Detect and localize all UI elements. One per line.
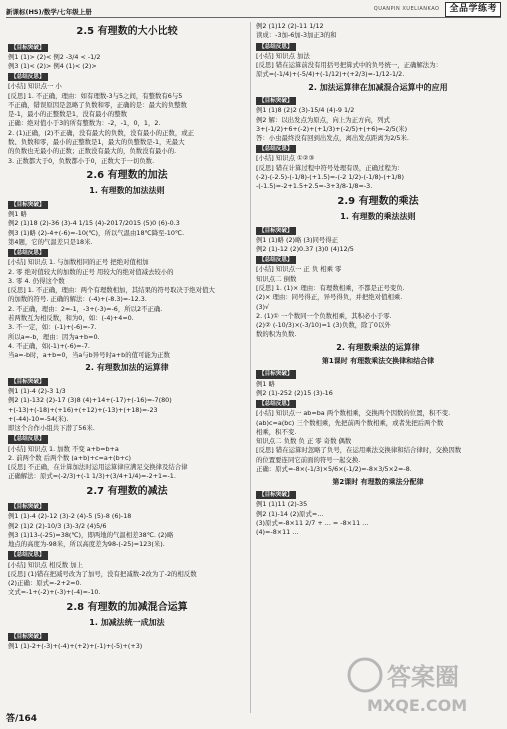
section-title: 2.7 有理数的减法 bbox=[86, 485, 168, 497]
section-tag: 【总结反思】 bbox=[256, 256, 296, 264]
tag-row bbox=[256, 254, 500, 265]
answer-line: 2. 不正确，理由：2=-1，-3+(-3)=-6，所以2不正确. bbox=[8, 304, 163, 313]
answer-line: [反思] 错在运算前没有用括号把算式中的负号统一，正确解法为： bbox=[256, 60, 442, 69]
tag-row bbox=[8, 42, 246, 53]
answer-line: 第4题，它的气温差只是18米. bbox=[8, 237, 93, 246]
answer-line: 正确：原式=-8×(-1/3)×5/6×(-1/2)=-8×3/5×2=-8. bbox=[256, 464, 412, 473]
answer-line: [小结] 知识点 1. 与加数相同的正号 把绝对值相加 bbox=[8, 258, 149, 267]
answer-line: +(-13)+(-18)+(+16)+(+12)+(-13)+(+18)=-23 bbox=[8, 405, 158, 414]
answer-line: 所以a=-b，理由：因为a+b=0. bbox=[8, 332, 100, 341]
answer-line: 例2 解：以出发点为原点，向上为正方向，列式 bbox=[256, 115, 390, 124]
tag-row bbox=[8, 501, 246, 512]
answer-line: 例2 (1)18 (2)-36 (3)-4 1/15 (4)-2017/2015 (5)0 (6)-0.3 bbox=[8, 219, 180, 228]
answer-line: (4)=-8×11 ... bbox=[256, 528, 299, 537]
answer-line: [小结] 知识点一 正 负 相乘 零 bbox=[256, 265, 342, 274]
answer-line: (3)√ bbox=[256, 302, 270, 311]
section-tag: 【目标突破】 bbox=[256, 227, 296, 235]
watermark-ring bbox=[349, 659, 381, 691]
answer-line: 2. (1)正确，(2)不正确，没有最大的负数，没有最小的正数，或正 bbox=[8, 128, 194, 137]
answer-line: (ab)c=a(bc) 三个数相乘，先把前两个数相乘，或者先把后两个数 bbox=[256, 418, 444, 427]
answer-line: 3. 正数都大于0，负数都小于0，正数大于一切负数. bbox=[8, 156, 155, 165]
answer-line: [小结] 知识点一 小 bbox=[8, 82, 62, 91]
answer-line: 例1 (1)-2+(-3)+(-4)+(+2)+(-1)+(-5)+(+3) bbox=[8, 641, 143, 650]
answer-line: 知识点二 倒数 bbox=[256, 274, 297, 283]
lesson-title: 第1课时 有理数乘法交换律和结合律 bbox=[321, 357, 435, 366]
answer-line: 2. (1)① 一个数同一个负数相乘，其积必小于零. bbox=[256, 311, 392, 320]
section-tag: 【总结反思】 bbox=[8, 435, 48, 443]
answer-line: [小结] 知识点 相反数 加上 bbox=[8, 560, 83, 569]
answer-line: 的加数的符号. 正确的解法：(-4)+(-8.3)=-12.3. bbox=[8, 295, 147, 304]
left-column bbox=[8, 22, 246, 713]
answer-line: (2)正确：原式=-2+2=0. bbox=[8, 579, 82, 588]
answer-line: 例3 (1)略 (2)-4+(-6)=-10(℃)，所以气温由18℃降至-10℃. bbox=[8, 228, 185, 237]
section-tag: 【目标突破】 bbox=[256, 370, 296, 378]
answer-line: 例1 (1)-4 (2)-3 1/3 bbox=[8, 387, 66, 396]
header-series: QUANPIN XUELIANKAO bbox=[373, 5, 440, 12]
answer-line: 地点的高度为-98米，所以高度差为98-(-25)=123(米). bbox=[8, 540, 165, 549]
subsection-title: 1. 有理数的乘法法则 bbox=[340, 212, 416, 222]
tag-row bbox=[8, 631, 246, 642]
section-tag: 【目标突破】 bbox=[8, 378, 48, 386]
answer-line: 例1 (1)-4 (2)-12 (3)-2 (4)-5 (5)-8 (6)-18 bbox=[8, 512, 132, 521]
section-title: 2.6 有理数的加法 bbox=[86, 169, 168, 181]
column-divider bbox=[250, 22, 251, 713]
header-brand: 全品学练考 bbox=[445, 2, 501, 17]
tag-row bbox=[8, 549, 246, 560]
answer-line: 例2 (1)-252 (2)15 (3)-16 bbox=[256, 388, 333, 397]
answer-line: (2)② (-10/3)×(-3/10)=1 (3)负数，除了0以外 bbox=[256, 321, 391, 330]
answer-line: 例1 略 bbox=[256, 379, 275, 388]
section-tag: 【目标突破】 bbox=[8, 503, 48, 511]
answer-line: 3+(-1/2)+6+(-2)+(+1/3)+(-2/5)+(+6)=-2/5(米) bbox=[256, 124, 408, 133]
answer-line: 例2 (1)-14 (2)原式=... bbox=[256, 509, 324, 518]
answer-line: [小结] 知识点 1. 加数 不变 a+b=b+a bbox=[8, 444, 119, 453]
tag-row bbox=[256, 368, 500, 379]
section-tag: 【总结反思】 bbox=[8, 73, 48, 81]
answer-line: 例1 (1)> (2)< 例2 -3/4 < -1/2 bbox=[8, 52, 101, 61]
page-header bbox=[6, 3, 501, 18]
answer-line: 正确：绝对值小于3的所有整数为：-2，-1，0，1，2. bbox=[8, 119, 161, 128]
section-tag: 【总结反思】 bbox=[256, 43, 296, 51]
answer-line: 例2 (1)-132 (2)-17 (3)8 (4)+14+(-17)+(-16)=-7(80) bbox=[8, 396, 172, 405]
page-number: 答/164 bbox=[6, 713, 38, 724]
answer-line: 例3 (1)< (2)> 例4 (1)< (2)> bbox=[8, 61, 97, 70]
answer-line: (3)原式=-8×11 2/7 + ... = -8×11 ... bbox=[256, 519, 369, 527]
answer-line: 例2 (1)-12 (2)0.37 (3)0 (4)12/5 bbox=[256, 245, 354, 254]
subsection-title: 2. 有理数加法的运算律 bbox=[85, 363, 169, 373]
answer-line: 数、负数和零，最小的正整数是1，最大的负整数是-1，无最大 bbox=[8, 137, 185, 146]
answer-line: 例2 (1)2 (2)-10/3 (3)-3/2 (4)5/6 bbox=[8, 521, 107, 530]
answer-line: (2)× 理由：同号得正，异号得负，并把绝对值相乘. bbox=[256, 293, 403, 302]
tag-row bbox=[256, 143, 500, 154]
answer-line: 即这个合作小组共下潜了56米. bbox=[8, 424, 95, 433]
tag-row bbox=[8, 71, 246, 82]
answer-line: 3. 零 4. 仍得这个数 bbox=[8, 276, 65, 285]
answer-line: 正确解法：原式=(-2/3)+(-1 1/3)+(3/4+1/4)=-2+1=-1. bbox=[8, 472, 176, 481]
answer-line: [小结] 知识点一 ab=ba 两个数相乘，交换两个因数的位置，积不变. bbox=[256, 409, 451, 418]
section-tag: 【目标突破】 bbox=[256, 491, 296, 499]
watermark-logo bbox=[343, 649, 493, 719]
answer-line: 若两数互为相反数，和为0，如：(-4)+4=0. bbox=[8, 313, 134, 322]
answer-line: +(-44)-10=-54(米). bbox=[8, 414, 69, 423]
section-tag: 【目标突破】 bbox=[8, 201, 48, 209]
answer-line: [反思] 1. 不正确，理由：如有理数-3与5之间，有整数有6与5 bbox=[8, 91, 183, 100]
tag-row bbox=[256, 225, 500, 236]
section-title: 2.8 有理数的加减混合运算 bbox=[66, 601, 188, 613]
watermark-subtext: MXQE.COM bbox=[367, 696, 468, 715]
section-title: 2.5 有理数的大小比较 bbox=[76, 26, 178, 37]
section-tag: 【目标突破】 bbox=[8, 633, 48, 641]
answer-line: 例2 (1)12 (2)-11 1/12 bbox=[256, 22, 324, 30]
lesson-title: 第2课时 有理数的乘法分配律 bbox=[332, 478, 424, 487]
answer-line: 2. 前两个数 后两个数 (a+b)+c=a+(b+c) bbox=[8, 453, 132, 462]
answer-line: [反思] 不正确，在计算加法时运用运算律应满足交换律及结合律 bbox=[8, 463, 188, 472]
answer-line: 4. 不正确，如(-1)+(-6)=-7. bbox=[8, 341, 90, 350]
tag-row bbox=[8, 433, 246, 444]
subsection-title: 1. 有理数的加法法则 bbox=[89, 186, 165, 196]
answer-line: [反思] 错在运算时忽略了负号，在运用乘法交换律和结合律时，交换因数 bbox=[256, 446, 462, 455]
answer-line: [反思] 错在计算过程中符号处理有误，正确过程为： bbox=[256, 163, 404, 172]
subsection-title: 2. 有理数乘法的运算律 bbox=[336, 342, 420, 352]
tag-row bbox=[256, 398, 500, 409]
section-tag: 【目标突破】 bbox=[8, 44, 48, 52]
answer-line: [反思] 1. 不正确，理由：两个有理数相加，其结果的符号取决于绝对值大 bbox=[8, 286, 215, 295]
section-tag: 【总结反思】 bbox=[8, 551, 48, 559]
answer-line: (-2)-(-2.5)-(-1/8)-(+1.5)=-(-2 1/2)-(-1/8)-(+1/8) bbox=[256, 173, 404, 182]
section-tag: 【总结反思】 bbox=[8, 249, 48, 257]
header-right-group bbox=[374, 2, 501, 17]
answer-line: 当a=-b时，a+b=0，当a与b异号时a+b的值可能为正数 bbox=[8, 351, 170, 360]
tag-row bbox=[8, 247, 246, 258]
answer-line: 例1 (1)略 (2)略 (3)同号得正 bbox=[256, 235, 339, 244]
tag-row bbox=[8, 376, 246, 387]
watermark-text: 答案圈 bbox=[387, 663, 459, 691]
right-column bbox=[256, 22, 500, 713]
answer-line: 例3 (1)13-(-25)=38(℃)，即两地的气温相差38℃. (2)略 bbox=[8, 530, 174, 539]
answer-line: [反思] 1. (1)× 理由：有理数相乘，不都是正号变负. bbox=[256, 284, 405, 293]
section-tag: 【目标突破】 bbox=[256, 97, 296, 105]
tag-row bbox=[256, 41, 500, 52]
answer-line: 3. 不一定，如：(-1)+(-6)=-7. bbox=[8, 323, 97, 332]
answer-line: 是-1，最小的正整数是1，没有最小的整数 bbox=[8, 110, 128, 119]
header-book-info: 新课标(HS)/数学/七年级上册 bbox=[6, 7, 92, 16]
subsection-title: 2. 加法运算律在加减混合运算中的应用 bbox=[308, 82, 448, 92]
subsection-title: 1. 加减法统一成加法 bbox=[89, 618, 165, 628]
tag-row bbox=[8, 199, 246, 210]
answer-line: 数的积为负数. bbox=[256, 330, 297, 339]
answer-line: 的位置要连同它前面的符号一起交换. bbox=[256, 455, 361, 464]
answer-line: 2. 零 绝对值较大的加数的正号 用较大的绝对值减去较小的 bbox=[8, 267, 174, 276]
answer-line: 相乘，积不变. bbox=[256, 427, 297, 436]
answer-line: 原式=(-1/4)+(-5/4)+(-1/12)+(+2/3)=-1/12-1/2. bbox=[256, 70, 405, 79]
section-title: 2.9 有理数的乘法 bbox=[337, 195, 419, 207]
answer-line: 知识点二 负数 负 正 零 奇数 偶数 bbox=[256, 437, 352, 446]
tag-row bbox=[256, 95, 500, 106]
section-tag: 【总结反思】 bbox=[256, 145, 296, 153]
section-tag: 【总结反思】 bbox=[256, 400, 296, 408]
answer-line: 答：小虫最终没有回到出发点，离出发点距离为2/5米. bbox=[256, 134, 409, 143]
answer-line: 例1 (1)8 (2)2 (3)-15/4 (4)-9 1/2 bbox=[256, 106, 355, 115]
answer-line: 读成：-3加-6加-3加正3的和 bbox=[256, 31, 337, 40]
answer-line: 例1 略 bbox=[8, 210, 27, 219]
answer-line: 不正确，错误原因是忽略了负数和零，正确的是：最大的负整数 bbox=[8, 100, 187, 109]
answer-line: [小结] 知识点 ①②③ bbox=[256, 154, 315, 163]
answer-line: 文式=-1+(-2)+(-3)+(-4)=-10. bbox=[8, 588, 101, 597]
answer-line: 的负数也无最小的正数；正数没有最大的，负数没有最小的. bbox=[8, 147, 177, 156]
answer-line: [小结] 知识点 加法 bbox=[256, 51, 310, 60]
answer-line: 例1 (1)11 (2)-35 bbox=[256, 500, 308, 509]
answer-line: -(-1.5)=-2+1.5+2.5=-3+3/8-1/8=-3. bbox=[256, 182, 373, 191]
answer-line: [反思] (1)错在把减号改为了加号，没有把减数-2改为了-2的相反数 bbox=[8, 569, 197, 578]
tag-row bbox=[256, 489, 500, 500]
